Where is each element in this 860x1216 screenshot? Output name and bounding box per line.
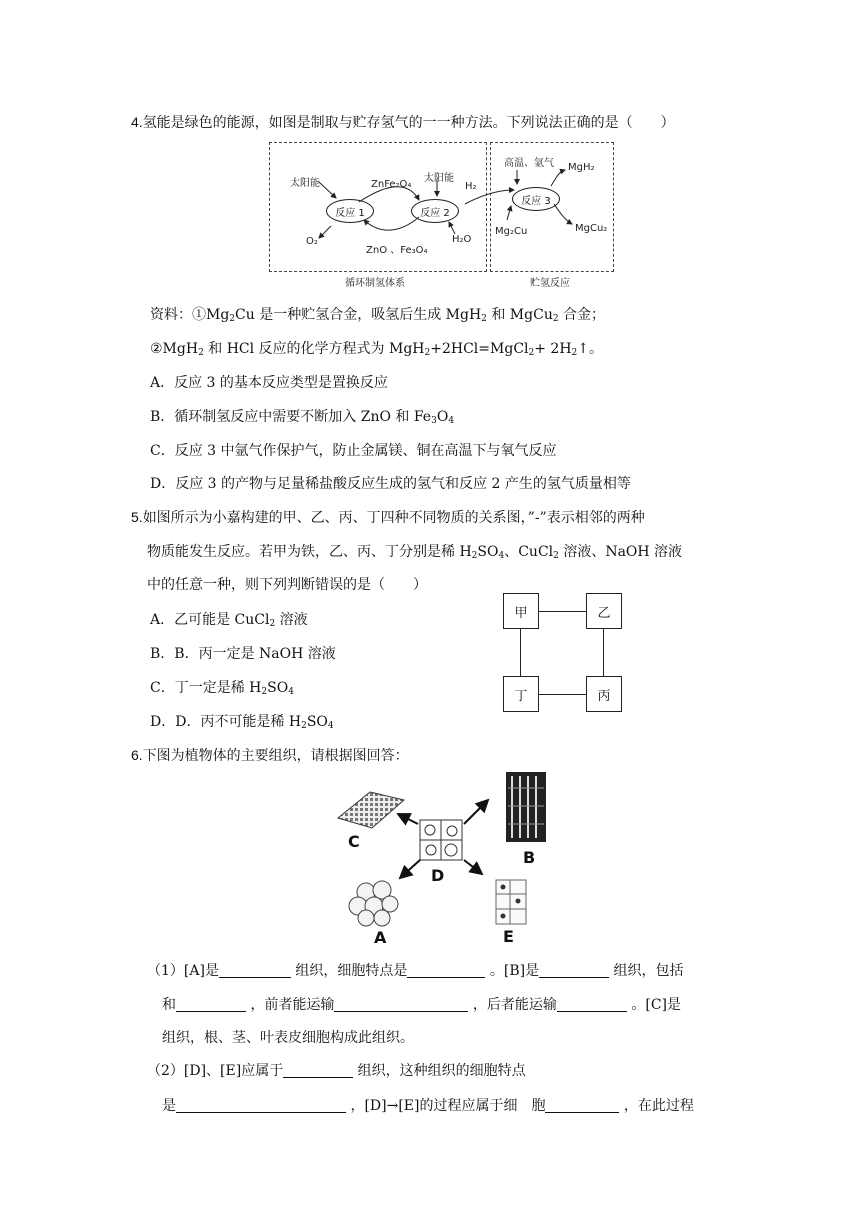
question-number: 5. xyxy=(131,509,143,525)
q6-part1-line1: （1）[A]是 组织，细胞特点是 。[B]是 组织，包括 xyxy=(147,963,684,979)
o2-label: O₂ xyxy=(306,236,318,247)
question-number: 6. xyxy=(131,747,143,763)
link-yi-bing xyxy=(603,629,604,679)
answer-blank[interactable] xyxy=(283,1063,353,1078)
q6-part1-line3: 组织，根、茎、叶表皮细胞构成此组织。 xyxy=(162,1030,414,1046)
question-text: 氢能是绿色的能源，如图是制取与贮存氢气的一一种方法。下列说法正确的是（ ） xyxy=(142,115,675,131)
q4-option-b: B．循环制氢反应中需要不断加入 ZnO 和 $Fe_3O_4$ xyxy=(150,409,455,426)
q4-stem xyxy=(131,112,675,132)
q5-option-a: A．乙可能是 CuCl$_2$ 溶液 xyxy=(150,612,308,629)
storage-caption: 贮氢反应 xyxy=(530,278,570,289)
q5-option-d: D．D．丙不可能是稀 $H_2SO_4$ xyxy=(150,714,334,731)
link-jia-yi xyxy=(538,611,588,612)
q4-info-1: 资料：$①Mg_2Cu$ 是一种贮氢合金，吸氢后生成 MgH$_2$ 和 MgCu$_2$ 合金； xyxy=(150,307,606,324)
box-ding: 丁 xyxy=(503,676,539,712)
answer-blank[interactable] xyxy=(176,997,246,1012)
tissue-c-shape xyxy=(338,792,404,828)
h2-label: H₂ xyxy=(465,181,477,192)
answer-blank[interactable] xyxy=(219,963,291,978)
q4-option-d: D．反应 3 的产物与足量稀盐酸反应生成的氢气和反应 2 产生的氢气质量相等 xyxy=(150,476,631,492)
link-ding-bing xyxy=(538,694,588,695)
box-jia: 甲 xyxy=(503,593,539,629)
solar-label-2: 太阳能 xyxy=(424,173,454,184)
q5-option-c: C．丁一定是稀 $H_2SO_4$ xyxy=(150,680,294,697)
box-bing: 丙 xyxy=(586,676,622,712)
q6-part1-line2: 和 ，前者能运输 ，后者能运输 。[C]是 xyxy=(162,997,681,1013)
answer-blank[interactable] xyxy=(176,1098,346,1113)
q4-option-c: C．反应 3 中氩气作保护气，防止金属镁、铜在高温下与氧气反应 xyxy=(150,443,557,459)
label-b: B xyxy=(523,848,536,867)
cycle-caption: 循环制氢体系 xyxy=(345,278,405,289)
reaction-3: 反应 3 xyxy=(512,187,560,211)
label-e: E xyxy=(503,927,514,946)
answer-blank[interactable] xyxy=(539,963,609,978)
solar-label-1: 太阳能 xyxy=(290,178,320,189)
mg2cu-label: Mg₂Cu xyxy=(495,226,528,237)
answer-blank[interactable] xyxy=(557,997,627,1012)
h2o-label: H₂O xyxy=(452,234,472,245)
q5-stem-line3: 中的任意一种，则下列判断错误的是（ ） xyxy=(147,577,427,593)
q5-option-b: B．B．丙一定是 NaOH 溶液 xyxy=(150,646,336,662)
q6-part2-line1: （2）[D]、[E]应属于 组织，这种组织的细胞特点 xyxy=(147,1063,526,1079)
zno-label: ZnO 、Fe₃O₄ xyxy=(366,245,428,256)
q5-stem-line1: 5.如图所示为小嘉构建的甲、乙、丙、丁四种不同物质的关系图，”-”表示相邻的两种 xyxy=(131,509,645,526)
answer-blank[interactable] xyxy=(407,963,485,978)
label-c: C xyxy=(348,832,360,851)
mgh2-label: MgH₂ xyxy=(568,162,595,173)
high-temp-argon-label: 高温、氩气 xyxy=(504,158,554,169)
q5-stem-line2: 物质能发生反应。若甲为铁，乙、丙、丁分别是稀 $H_2SO_4$、CuCl$_2$ 溶液、NaOH 溶液 xyxy=(147,544,683,561)
tissue-drawing xyxy=(330,768,555,948)
link-jia-ding xyxy=(520,629,521,679)
q4-info-2: ②MgH$_2$ 和 HCl 反应的化学方程式为 MgH$_2$+2HCl=MgCl$_2$+ $2H_2↑$。 xyxy=(150,341,604,358)
q6-part2-line2: 是 ，[D]→[E]的过程应属于细 胞 ，在此过程 xyxy=(162,1098,694,1114)
question-number: 4. xyxy=(131,114,143,130)
q4-option-a: A．反应 3 的基本反应类型是置换反应 xyxy=(150,375,388,391)
answer-blank[interactable] xyxy=(545,1098,619,1113)
answer-blank[interactable] xyxy=(334,997,468,1012)
label-a: A xyxy=(374,928,387,947)
reaction-1: 反应 1 xyxy=(326,199,374,223)
label-d: D xyxy=(431,866,445,885)
mgcu2-label: MgCu₂ xyxy=(575,223,608,234)
box-yi: 乙 xyxy=(586,593,622,629)
q6-stem: 6.下图为植物体的主要组织，请根据图回答： xyxy=(131,747,409,764)
reaction-2: 反应 2 xyxy=(411,199,459,223)
znfe2o4-label: ZnFe₂O₄ xyxy=(371,179,412,190)
